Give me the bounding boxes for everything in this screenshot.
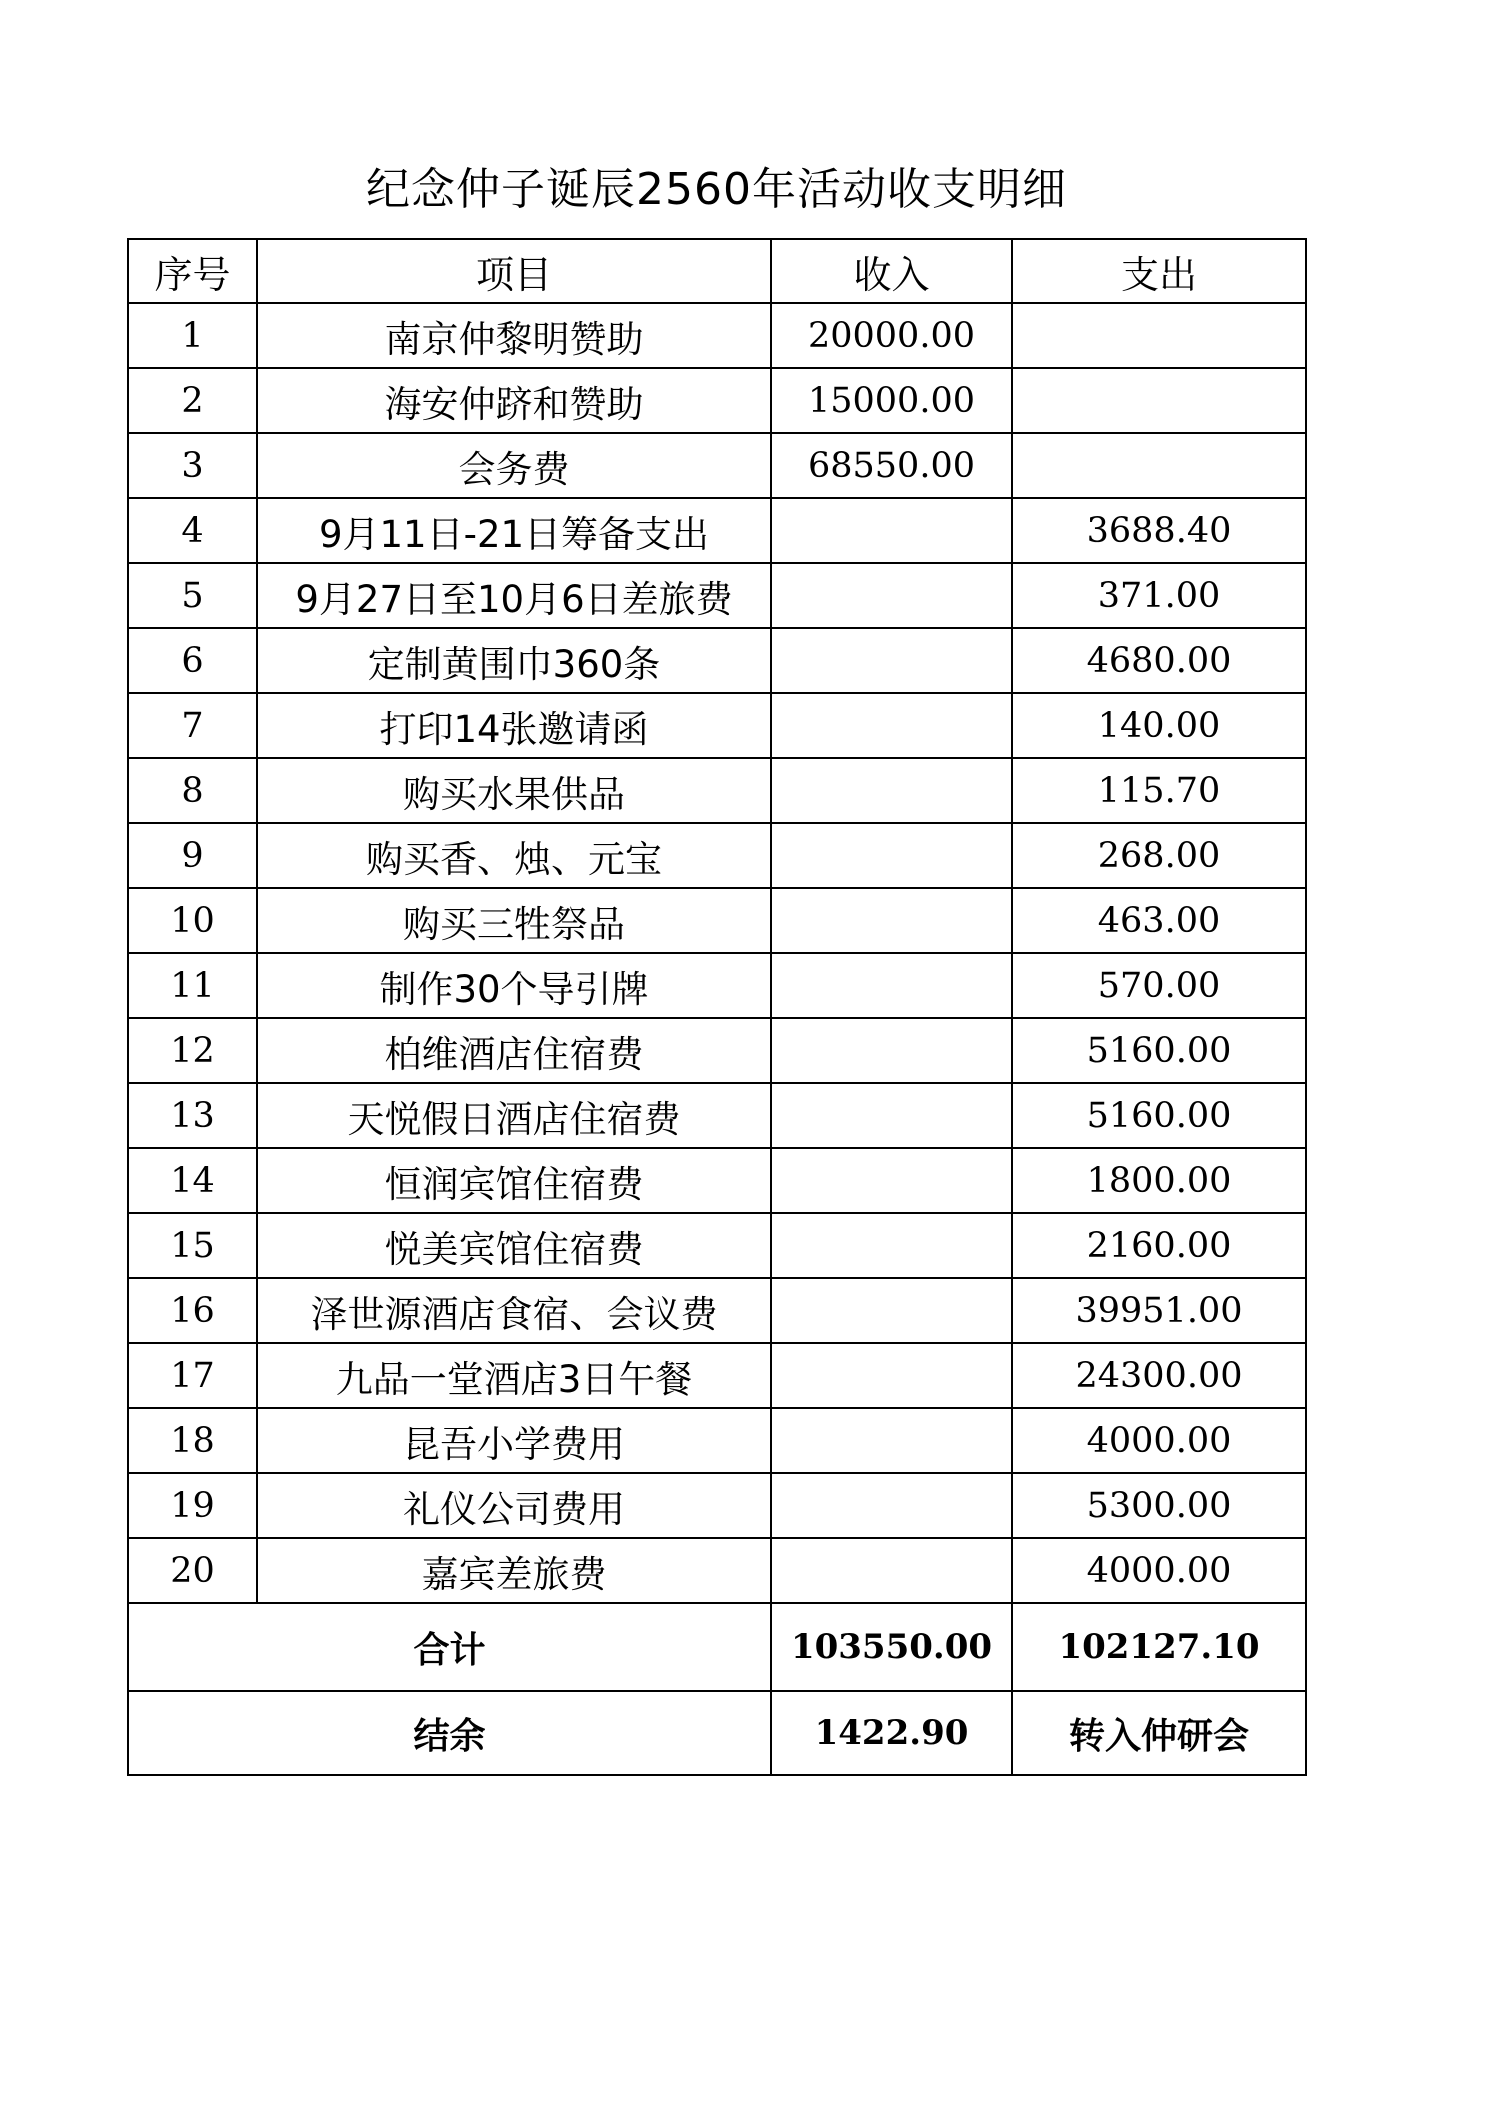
- table-row: [128, 1278, 1306, 1343]
- table-row: [128, 823, 1306, 888]
- item-cell: 定制黄围巾360条: [257, 628, 771, 693]
- table-row: [128, 1083, 1306, 1148]
- item-cell: 礼仪公司费用: [257, 1473, 771, 1538]
- table-row: [128, 628, 1306, 693]
- item-cell: 柏维酒店住宿费: [257, 1018, 771, 1083]
- seq-cell: 19: [128, 1473, 257, 1538]
- header-row: [128, 239, 1306, 303]
- expense-cell: [1012, 368, 1306, 433]
- header-income: 收入: [771, 239, 1012, 303]
- item-cell: 会务费: [257, 433, 771, 498]
- item-cell: 购买香、烛、元宝: [257, 823, 771, 888]
- expense-cell: 3688.40: [1012, 498, 1306, 563]
- item-cell: 嘉宾差旅费: [257, 1538, 771, 1603]
- income-cell: [771, 1408, 1012, 1473]
- expense-cell: 570.00: [1012, 953, 1306, 1018]
- item-cell: 天悦假日酒店住宿费: [257, 1083, 771, 1148]
- income-cell: [771, 823, 1012, 888]
- expense-cell: 5160.00: [1012, 1018, 1306, 1083]
- seq-cell: 1: [128, 303, 257, 368]
- seq-cell: 13: [128, 1083, 257, 1148]
- table-row: [128, 1148, 1306, 1213]
- seq-cell: 8: [128, 758, 257, 823]
- expense-cell: 140.00: [1012, 693, 1306, 758]
- income-cell: 20000.00: [771, 303, 1012, 368]
- table-row: [128, 303, 1306, 368]
- seq-cell: 10: [128, 888, 257, 953]
- seq-cell: 16: [128, 1278, 257, 1343]
- header-seq: 序号: [128, 239, 257, 303]
- seq-cell: 9: [128, 823, 257, 888]
- seq-cell: 20: [128, 1538, 257, 1603]
- seq-cell: 7: [128, 693, 257, 758]
- income-cell: [771, 693, 1012, 758]
- expense-cell: 24300.00: [1012, 1343, 1306, 1408]
- expense-cell: [1012, 303, 1306, 368]
- item-cell: 打印14张邀请函: [257, 693, 771, 758]
- table-row: [128, 498, 1306, 563]
- seq-cell: 4: [128, 498, 257, 563]
- expense-cell: 39951.00: [1012, 1278, 1306, 1343]
- item-cell: 购买三牲祭品: [257, 888, 771, 953]
- income-cell: 68550.00: [771, 433, 1012, 498]
- expense-cell: 4000.00: [1012, 1408, 1306, 1473]
- seq-cell: 6: [128, 628, 257, 693]
- seq-cell: 12: [128, 1018, 257, 1083]
- item-cell: 泽世源酒店食宿、会议费: [257, 1278, 771, 1343]
- item-cell: 9月11日-21日筹备支出: [257, 498, 771, 563]
- expense-cell: 4000.00: [1012, 1538, 1306, 1603]
- table-row: [128, 1343, 1306, 1408]
- income-cell: [771, 1473, 1012, 1538]
- balance-label: 结余: [128, 1691, 771, 1775]
- total-income: 103550.00: [771, 1603, 1012, 1691]
- table-row: [128, 1408, 1306, 1473]
- seq-cell: 5: [128, 563, 257, 628]
- item-cell: 购买水果供品: [257, 758, 771, 823]
- income-cell: [771, 628, 1012, 693]
- seq-cell: 17: [128, 1343, 257, 1408]
- income-cell: [771, 1213, 1012, 1278]
- income-cell: [771, 758, 1012, 823]
- balance-row: [128, 1691, 1306, 1775]
- income-cell: [771, 563, 1012, 628]
- balance-note: 转入仲研会: [1012, 1691, 1306, 1775]
- table-row: [128, 1213, 1306, 1278]
- income-cell: [771, 953, 1012, 1018]
- seq-cell: 3: [128, 433, 257, 498]
- expense-cell: 1800.00: [1012, 1148, 1306, 1213]
- income-cell: [771, 1083, 1012, 1148]
- income-cell: [771, 1018, 1012, 1083]
- table-row: [128, 953, 1306, 1018]
- income-cell: [771, 1278, 1012, 1343]
- total-expense: 102127.10: [1012, 1603, 1306, 1691]
- item-cell: 9月27日至10月6日差旅费: [257, 563, 771, 628]
- table-row: [128, 888, 1306, 953]
- expense-cell: 463.00: [1012, 888, 1306, 953]
- total-row: [128, 1603, 1306, 1691]
- expense-cell: 115.70: [1012, 758, 1306, 823]
- table-row: [128, 563, 1306, 628]
- document-title: 纪念仲子诞辰2560年活动收支明细: [366, 164, 1067, 215]
- item-cell: 昆吾小学费用: [257, 1408, 771, 1473]
- item-cell: 恒润宾馆住宿费: [257, 1148, 771, 1213]
- table-row: [128, 758, 1306, 823]
- table-row: [128, 433, 1306, 498]
- item-cell: 九品一堂酒店3日午餐: [257, 1343, 771, 1408]
- item-cell: 海安仲跻和赞助: [257, 368, 771, 433]
- expense-cell: 5160.00: [1012, 1083, 1306, 1148]
- expense-cell: 2160.00: [1012, 1213, 1306, 1278]
- table-row: [128, 693, 1306, 758]
- seq-cell: 18: [128, 1408, 257, 1473]
- table-row: [128, 1018, 1306, 1083]
- income-cell: 15000.00: [771, 368, 1012, 433]
- table-row: [128, 1538, 1306, 1603]
- item-cell: 南京仲黎明赞助: [257, 303, 771, 368]
- seq-cell: 11: [128, 953, 257, 1018]
- income-cell: [771, 888, 1012, 953]
- total-label: 合计: [128, 1603, 771, 1691]
- expense-cell: 268.00: [1012, 823, 1306, 888]
- ledger-table: [127, 238, 1307, 1776]
- table-row: [128, 1473, 1306, 1538]
- header-item: 项目: [257, 239, 771, 303]
- seq-cell: 2: [128, 368, 257, 433]
- seq-cell: 15: [128, 1213, 257, 1278]
- item-cell: 悦美宾馆住宿费: [257, 1213, 771, 1278]
- expense-cell: [1012, 433, 1306, 498]
- item-cell: 制作30个导引牌: [257, 953, 771, 1018]
- seq-cell: 14: [128, 1148, 257, 1213]
- balance-amount: 1422.90: [771, 1691, 1012, 1775]
- income-cell: [771, 498, 1012, 563]
- header-expense: 支出: [1012, 239, 1306, 303]
- expense-cell: 5300.00: [1012, 1473, 1306, 1538]
- income-cell: [771, 1148, 1012, 1213]
- income-cell: [771, 1538, 1012, 1603]
- income-cell: [771, 1343, 1012, 1408]
- table-row: [128, 368, 1306, 433]
- expense-cell: 371.00: [1012, 563, 1306, 628]
- expense-cell: 4680.00: [1012, 628, 1306, 693]
